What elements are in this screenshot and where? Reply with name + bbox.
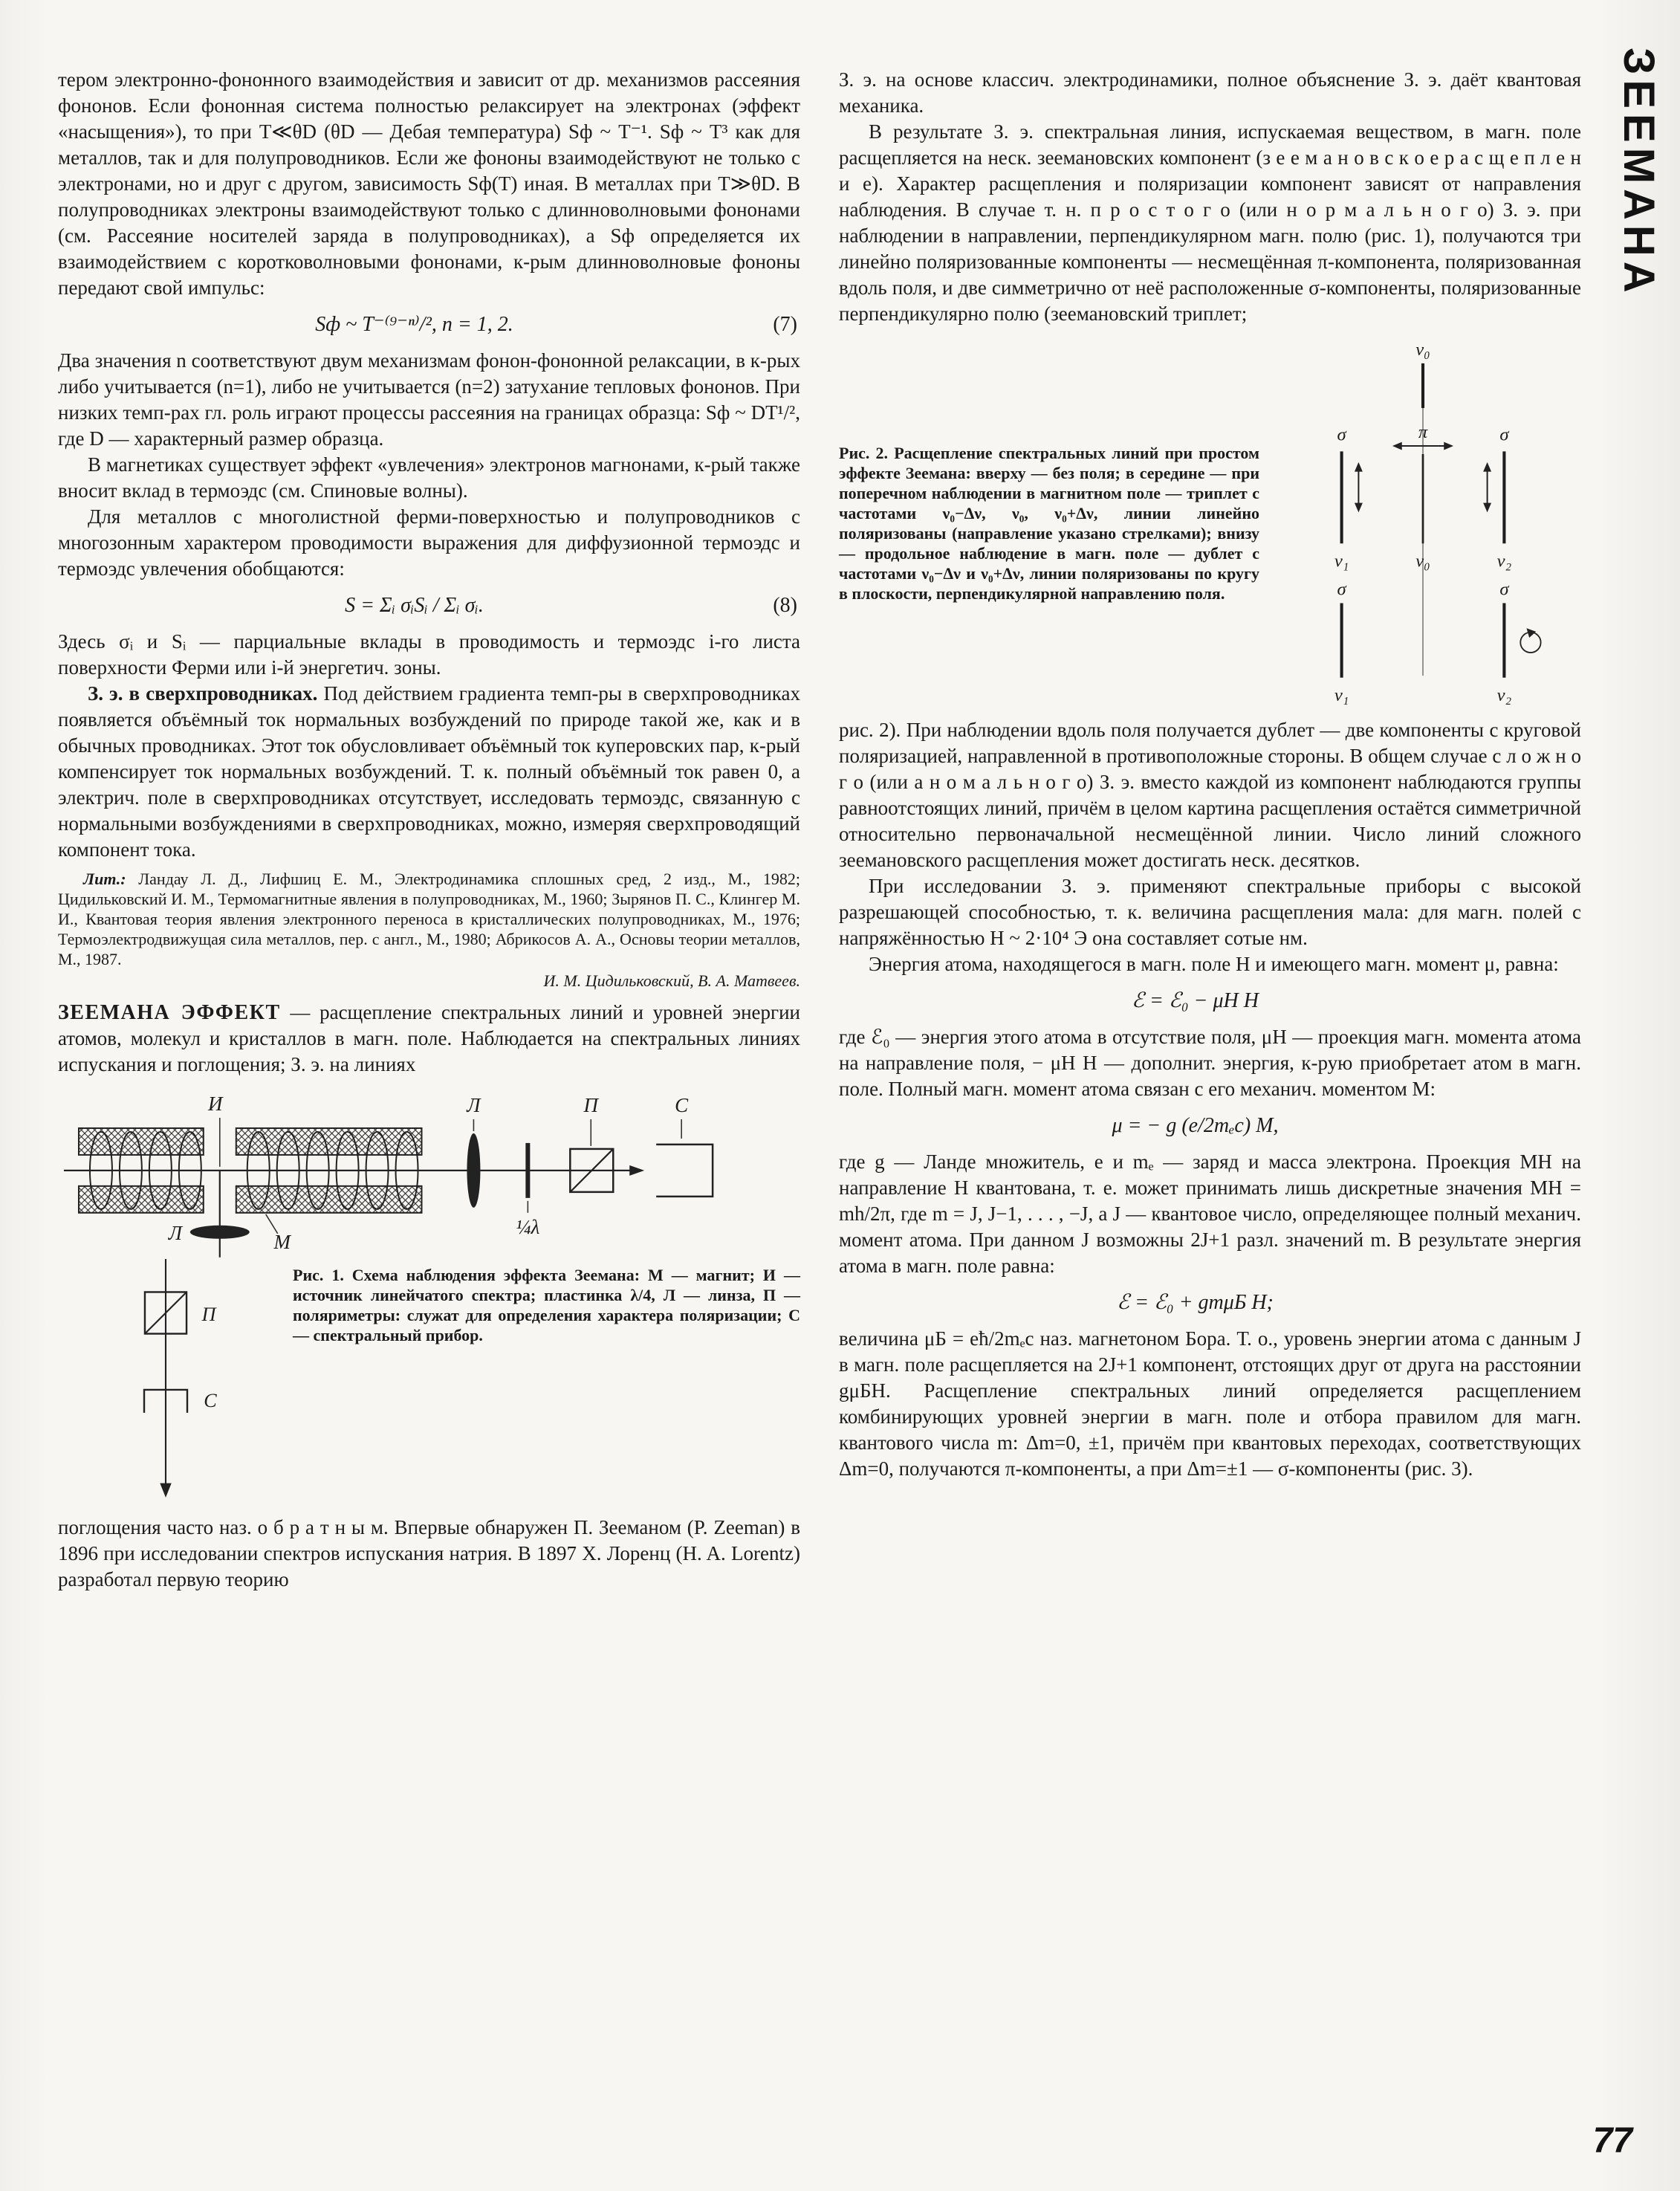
paragraph: Энергия атома, находящегося в магн. поле H и имеющего магн. момент μ, равна: xyxy=(869,952,1559,975)
paragraph: где ℰ₀ — энергия этого атома в отсутствие поля, μH — проекция магн. момента атома на направление поля, − μH H — дополнит. энергия, к-рую приобретает атом в магн. поле. Полный магн. момент атома связан с его механич. моментом M: xyxy=(839,1025,1581,1100)
left-column xyxy=(58,67,800,1593)
fig2-nu2-bottom-label: ν₂ xyxy=(1496,685,1512,705)
formula-moment-body: μ = − g (e/2mₑc) M, xyxy=(1112,1113,1279,1137)
paragraph: Для металлов с многолистной ферми-поверхностью и полупроводников с многозонным характером проводимости выражения для диффузионной термоэдс и термоэдс увлечения обобщаются: xyxy=(58,505,800,580)
paragraph: При исследовании З. э. применяют спектральные приборы с высокой разрешающей способностью, т. к. величина расщепления мала: для магн. полей с напряжённостью H ~ 2·10⁴ Э она составляет сотые нм. xyxy=(839,874,1581,949)
paragraph-continuation: З. э. на основе классич. электродинамики, полное объяснение З. э. даёт квантовая механика. xyxy=(839,68,1581,117)
paragraph-continuation: тером электронно-фононного взаимодействия и зависит от др. механизмов рассеяния фононов. Если фононная система полностью релаксирует на электронах (эффект «насыщения»), то при T≪θD (θD — Дебая температура) Sф ~ T⁻¹. Sф ~ T³ как для металлов, так и для полупроводников. Если же фононы взаимодействуют не только с электронами, но и друг с другом, зависимость Sф(T) иная. В металлах при T≫θD. В полупроводниках электроны взаимодействуют только с длинноволновыми фононами (см. Рассеяние носителей заряда в полупроводниках), а Sф определяется их взаимодействием с коротковолновыми фононами, к-рым длинноволновые фононы передают свой импульс: xyxy=(58,68,800,299)
fig2-nu1-bottom-label: ν₁ xyxy=(1334,685,1349,705)
figure1-caption: Рис. 1. Схема наблюдения эффекта Зеемана: М — магнит; И — источник линейчатого спектра; пластинка λ/4, Л — линза, П — поляриметры: служат для определения характера поляризации; С — спектральный прибор. xyxy=(293,1265,800,1344)
formula-moment xyxy=(839,1102,1581,1149)
fig2-nu0-mid-label: ν₀ xyxy=(1415,551,1430,572)
article-content xyxy=(58,67,1581,1593)
authors-line: И. М. Цидильковский, В. А. Матвеев. xyxy=(543,971,800,990)
formula-7-body: Sф ~ T⁻⁽⁹⁻ⁿ⁾/², n = 1, 2. xyxy=(315,313,513,336)
fig1-lens-label: Л xyxy=(467,1093,481,1116)
section-text: Под действием градиента темп-ры в сверхпроводниках появляется объёмный ток нормальных возбуждений по природе такой же, как и в обычных проводниках. Этот ток обусловливает объёмный ток куперовских пар, к-рый компенсирует ток нормальных возбуждений. Т. к. полный объёмный ток равен 0, а электрич. поле в сверхпроводниках отсутствует, исследовать термоэдс, связанную с нормальными возбуждениями в сверхпроводниках, можно, измеряя сверхпроводящий компонент тока. xyxy=(58,682,800,861)
paragraph: где g — Ланде множитель, e и mₑ — заряд и масса электрона. Проекция MH на направление H квантована, т. е. может принимать лишь дискретные значения MH = mh/2π, где m = J, J−1, . . . , −J, а J — квантовое число, определяющее полный механич. момент атома. При данном J возможны 2J+1 разл. значений m. В результате энергия атома в магн. поле равна: xyxy=(839,1150,1581,1277)
fig2-nu0-top-label: ν₀ xyxy=(1415,339,1430,360)
fig2-sigma-bottom-right-label: σ xyxy=(1499,579,1509,600)
figure2-caption: Рис. 2. Расщепление спектральных линий при простом эффекте Зеемана: вверху — без поля; в середине — при поперечном наблюдении в магнитном поле — триплет с частотами ν₀−Δν, ν₀, ν₀+Δν, линии линейно поляризованы (направление указано стрелками); внизу — продольное наблюдение в магн. поле — дублет с частотами ν₀−Δν и ν₀+Δν, линии поляризованы по кругу в плоскости, перпендикулярной направлению поля. xyxy=(839,444,1259,603)
section-lead: З. э. в сверхпроводниках. xyxy=(88,682,318,705)
right-column xyxy=(839,67,1581,1593)
article-head-paragraph xyxy=(58,1000,800,1078)
formula-splitting xyxy=(839,1279,1581,1326)
figure-2 xyxy=(839,339,1581,708)
fig2-nu1-mid-label: ν₁ xyxy=(1334,551,1349,572)
paragraph: величина μБ = eħ/2mₑc наз. магнетоном Бора. Т. о., уровень энергии атома с данным J в магн. поле расщепляется на 2J+1 компонент, отстоящих друг от друга на расстоянии gμБH. Расщепление спектральных линий определяется расщеплением комбинирующих уровней энергии в магн. поле и отбора правилом для магн. квантового числа m: Δm=0, ±1, причём при квантовых переходах, соответствующих Δm=0, получаются π-компоненты, а при Δm=±1 — σ-компоненты (рис. 3). xyxy=(839,1327,1581,1480)
paragraph-superconductors xyxy=(58,681,800,863)
fig1-polarimeter-label: П xyxy=(583,1093,599,1116)
fig1-spectrometer-label: С xyxy=(675,1093,689,1116)
formula-7-number: (7) xyxy=(773,313,797,336)
literature-text: Ландау Л. Д., Лифшиц Е. М., Электродинамика сплошных сред, 2 изд., М., 1982; Цидильковский И. М., Термомагнитные явления в полупроводниках, М., 1960; Зырянов П. С., Клингер М. И., Квантовая теория явления электронного переноса в кристаллических полупроводниках, М., 1976; Термоэлектродвижущая сила металлов, пер. с англ., М., 1980; Абрикосов А. А., Основы теории металлов, М., 1987. xyxy=(58,870,800,968)
fig1-magnet-label: М xyxy=(273,1230,291,1253)
figure2-spectral-diagram xyxy=(1277,339,1569,708)
page-number: 77 xyxy=(1592,2121,1632,2161)
fig1-quarter-wave-label: ¼λ xyxy=(516,1215,540,1238)
fig2-sigma-left-label: σ xyxy=(1337,424,1346,445)
fig2-sigma-right-label: σ xyxy=(1499,424,1509,445)
paragraph: В магнетиках существует эффект «увлечения» электронов магнонами, к-рый также вносит вклад в термоэдс (см. Спиновые волны). xyxy=(58,453,800,502)
fig2-sigma-bottom-left-label: σ xyxy=(1337,579,1346,600)
fig1-source-label: И xyxy=(208,1092,223,1115)
article-lead-text: — расщепление спектральных линий и уровней энергии атомов, молекул и кристаллов в магн. поле. Наблюдается на спектральных линиях испускания и поглощения; З. э. на линиях xyxy=(58,1001,800,1075)
figure1-vertical-branch xyxy=(58,1259,273,1504)
literature-block xyxy=(58,869,800,969)
article-title: ЗЕЕМАНА ЭФФЕКТ xyxy=(58,1001,281,1024)
formula-splitting-body: ℰ = ℰ₀ + gmμБ H; xyxy=(1117,1290,1274,1314)
formula-energy-body: ℰ = ℰ₀ − μH H xyxy=(1132,988,1259,1012)
formula-8-body: S = Σᵢ σᵢSᵢ / Σᵢ σᵢ. xyxy=(345,594,484,617)
fig1-branch-spectrometer-label: С xyxy=(204,1389,217,1411)
formula-8-number: (8) xyxy=(773,594,797,617)
fig1-branch-polarimeter-label: П xyxy=(201,1303,216,1325)
fig1-lens-label-branch: Л xyxy=(168,1221,182,1244)
fig2-nu2-mid-label: ν₂ xyxy=(1496,551,1512,572)
literature-label: Лит.: xyxy=(83,870,126,888)
paragraph: В результате З. э. спектральная линия, испускаемая веществом, в магн. поле расщепляется на неск. зеемановских компонент (з е е м а н о в с к о е р а с щ е п л е н и е). Характер расщепления и поляризации компонент зависят от направления наблюдения. В случае т. н. п р о с т о г о (или н о р м а л ь н о г о) З. э. при наблюдении в направлении, перпендикулярном магн. полю (рис. 1), получаются три линейно поляризованные компоненты — несмещённая π-компонента, поляризованная вдоль поля, и две симметрично от неё расположенные σ-компоненты, поляризованные перпендикулярно полю (зеемановский триплет; xyxy=(839,120,1581,325)
figure1-lower-row xyxy=(58,1259,800,1504)
figure1-schematic xyxy=(58,1087,800,1258)
paragraph: Два значения n соответствуют двум механизмам фонон-фононной релаксации, в к-рых либо учитывается (n=1), либо не учитывается (n=2) затухание тепловых фононов. При низких темп-рах гл. роль играют процессы рассеяния на границах образца: Sф ~ DT¹/², где D — характерный размер образца. xyxy=(58,349,800,450)
formula-7 xyxy=(58,301,800,348)
figure-1 xyxy=(58,1087,800,1503)
running-title-vertical: ЗЕЕМАНА xyxy=(1615,48,1663,298)
formula-8 xyxy=(58,582,800,629)
paragraph: Здесь σᵢ и Sᵢ — парциальные вклады в проводимость и термоэдс i-го листа поверхности Ферми или i-й энергетич. зоны. xyxy=(58,630,800,679)
formula-energy xyxy=(839,977,1581,1024)
paragraph-continuation: поглощения часто наз. о б р а т н ы м. Впервые обнаружен П. Зееманом (P. Zeeman) в 1896 при исследовании спектров испускания натрия. В 1897 Х. Лоренц (H. A. Lorentz) разработал первую теорию xyxy=(58,1516,800,1591)
paragraph-continuation: рис. 2). При наблюдении вдоль поля получается дублет — две компоненты с круговой поляризацией, направленной в противоположные стороны. В общем случае с л о ж н о г о (или а н о м а л ь н о г о) З. э. вместо каждой из компонент наблюдаются группы равноотстоящих линий, причём в целом картина расщепления остаётся симметричной относительно первоначальной несмещённой линии. Число линий сложного зеемановского расщепления может достигать неск. десятков. xyxy=(839,718,1581,871)
fig2-pi-label: π xyxy=(1418,422,1428,443)
